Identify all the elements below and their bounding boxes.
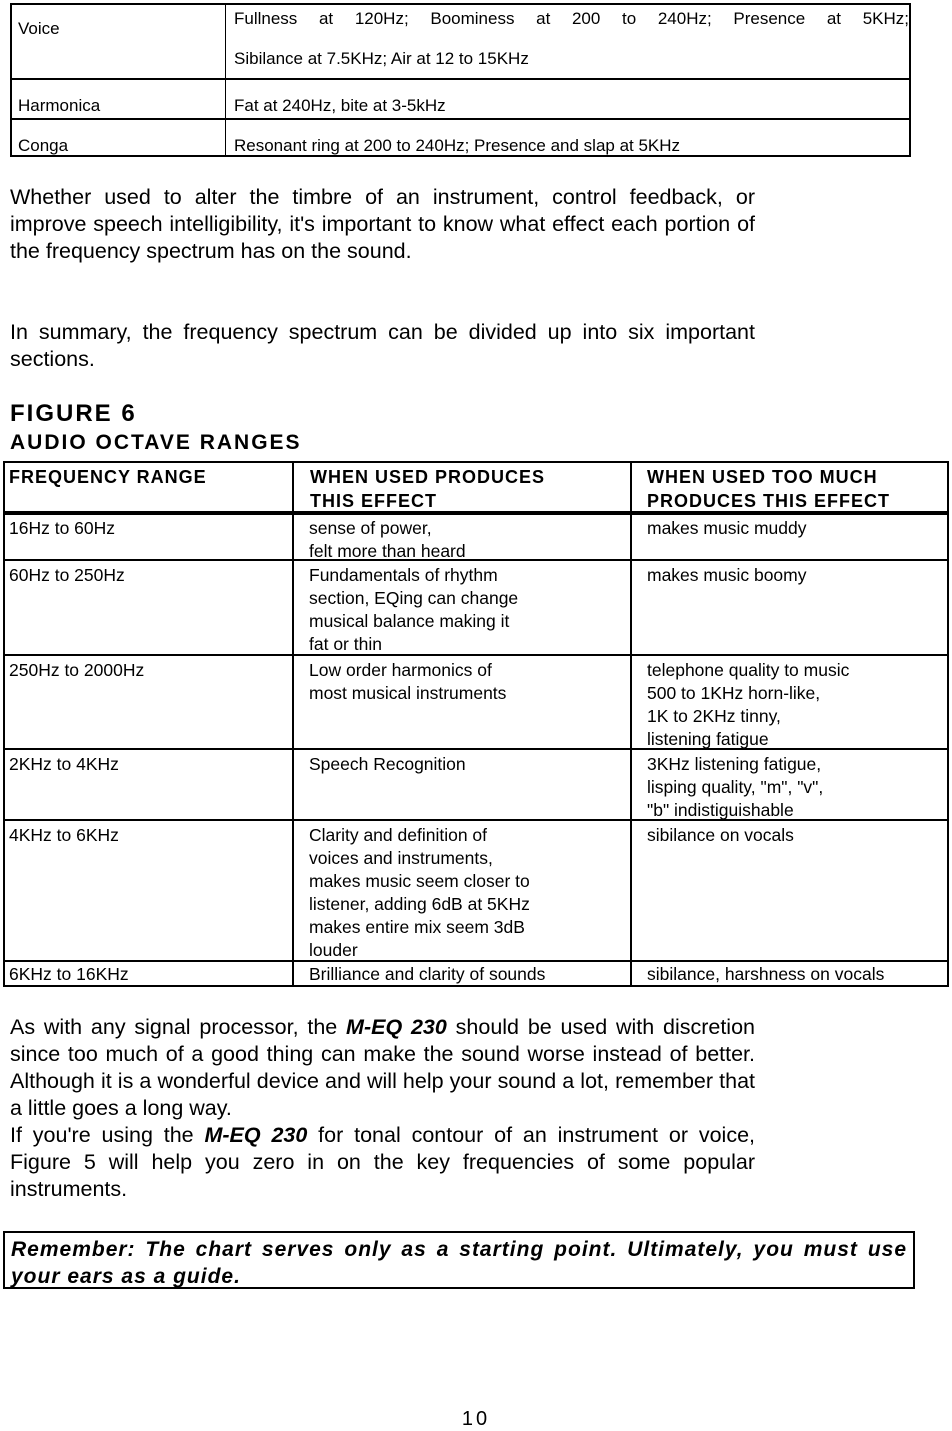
- effect: Brilliance and clarity of sounds: [309, 964, 546, 984]
- table-row: [5, 514, 947, 560]
- header-overuse-effect: WHEN USED TOO MUCH PRODUCES THIS EFFECT: [647, 467, 891, 511]
- header-effect: WHEN USED PRODUCES THIS EFFECT: [310, 467, 546, 511]
- instrument-description: Fat at 240Hz, bite at 3-5kHz: [234, 96, 446, 115]
- table-row: [12, 5, 909, 80]
- overuse-effect: sibilance, harshness on vocals: [647, 964, 885, 984]
- table-row: [5, 748, 947, 819]
- overuse-effect: telephone quality to music 500 to 1KHz horn-like, 1K to 2KHz tinny, listening fatigue: [647, 660, 850, 749]
- audio-octave-table: [3, 461, 949, 987]
- instrument-description: Fullness at 120Hz; Boominess at 200 to 240Hz; Presence at 5KHz;: [234, 9, 909, 28]
- table-row: [5, 819, 947, 960]
- frequency-range: 6KHz to 16KHz: [9, 964, 129, 984]
- figure-title: AUDIO OCTAVE RANGES: [10, 431, 302, 454]
- table-row: [5, 559, 947, 654]
- instrument-name: Voice: [18, 19, 60, 38]
- frequency-range: 16Hz to 60Hz: [9, 518, 116, 538]
- frequency-range: 2KHz to 4KHz: [9, 754, 119, 774]
- frequency-range: 60Hz to 250Hz: [9, 565, 125, 585]
- overuse-effect: makes music boomy: [647, 565, 807, 585]
- figure-label: FIGURE 6: [10, 400, 137, 427]
- effect: Speech Recognition: [309, 754, 466, 774]
- instrument-name: Conga: [18, 136, 69, 155]
- intro-paragraph: Whether used to alter the timbre of an instrument, control feedback, or improve speech intelligibility, it's important to know what effect each portion of the frequency spectrum has on the sound.: [10, 185, 755, 263]
- page-number: 10: [461, 1408, 491, 1430]
- instrument-description: Sibilance at 7.5KHz; Air at 12 to 15KHz: [234, 49, 529, 68]
- table-row: [5, 654, 947, 748]
- effect: Fundamentals of rhythm section, EQing can change musical balance making it fat or thin: [309, 565, 519, 654]
- frequency-range: 4KHz to 6KHz: [9, 825, 119, 845]
- instrument-frequency-table: [10, 3, 911, 157]
- header-frequency-range: FREQUENCY RANGE: [9, 467, 207, 487]
- product-name: M-EQ 230: [204, 1123, 308, 1147]
- overuse-effect: 3KHz listening fatigue, lisping quality, "m", "v", "b" indistiguishable: [647, 754, 824, 820]
- closing-paragraph: As with any signal processor, the M-EQ 230 should be used with discretion since too much of a good thing can make the sound worse instead of better. Although it is a wonderful device and will help your sound a lot, remember that a little goes a long way. If you're using the M-EQ 230 for tonal contour of an instrument or voice, Figure 5 will help you zero in on the key frequencies of some popular instruments.: [10, 1015, 756, 1201]
- effect: sense of power, felt more than heard: [309, 518, 466, 561]
- frequency-range: 250Hz to 2000Hz: [9, 660, 145, 680]
- summary-paragraph: In summary, the frequency spectrum can be divided up into six important sections.: [10, 320, 755, 371]
- table-row: [12, 120, 909, 157]
- instrument-description: Resonant ring at 200 to 240Hz; Presence and slap at 5KHz: [234, 136, 681, 155]
- overuse-effect: sibilance on vocals: [647, 825, 794, 845]
- product-name: M-EQ 230: [346, 1015, 447, 1039]
- effect: Clarity and definition of voices and instruments, makes music seem closer to listener, adding 6dB at 5KHz makes entire mix seem 3dB louder: [309, 825, 530, 960]
- remember-note: Remember: The chart serves only as a starting point. Ultimately, you must use your ears as a guide.: [3, 1231, 915, 1289]
- table-row: [12, 80, 909, 120]
- overuse-effect: makes music muddy: [647, 518, 807, 538]
- effect: Low order harmonics of most musical instruments: [309, 660, 507, 703]
- instrument-name: Harmonica: [18, 96, 101, 115]
- table-row: [5, 960, 947, 985]
